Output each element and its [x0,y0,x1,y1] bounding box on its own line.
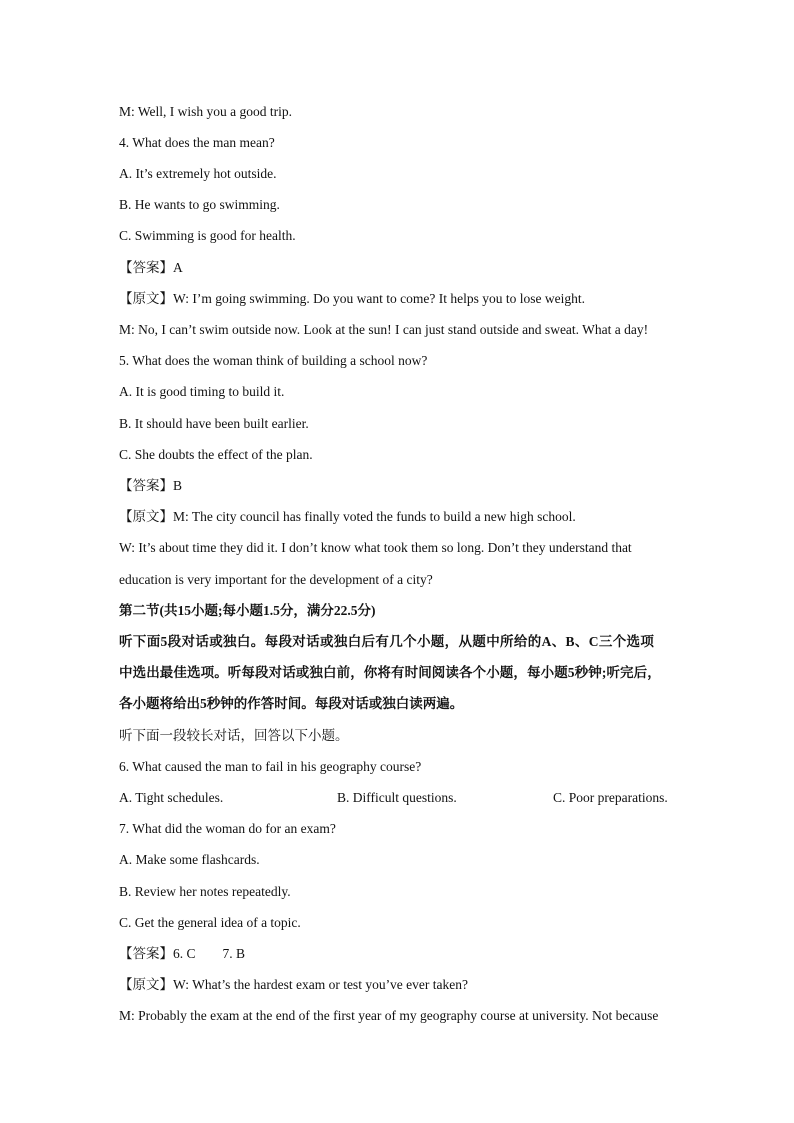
q6-q7-transcript-cont: M: Probably the exam at the end of the first year of my geography course at university. Not because [119,1008,659,1023]
q5-option-a: A. It is good timing to build it. [119,384,285,399]
q7-option-a: A. Make some flashcards. [119,852,260,867]
question-5: 5. What does the woman think of building a school now? [119,353,428,368]
section-instructions: 听下面5段对话或独白。每段对话或独白后有几个小题，从题中所给的A、B、C三个选项 [119,634,655,649]
q5-answer: 【答案】B [119,478,183,493]
q7-option-b: B. Review her notes repeatedly. [119,884,291,899]
q5-option-c: C. She doubts the effect of the plan. [119,447,313,462]
section-instructions-cont2: 各小题将给出5秒钟的作答时间。每段对话或独白读两遍。 [119,696,464,711]
q6-q7-answer: 【答案】6. C 7. B [119,946,246,961]
q5-transcript-cont: W: It’s about time they did it. I don’t know what took them so long. Don’t they understand that [119,540,632,555]
dialogue-line: M: Well, I wish you a good trip. [119,104,293,119]
q4-option-c: C. Swimming is good for health. [119,228,296,243]
q5-transcript: 【原文】M: The city council has finally voted the funds to build a new high school. [119,509,576,524]
question-7: 7. What did the woman do for an exam? [119,821,336,836]
q4-answer: 【答案】A [119,260,183,275]
q4-transcript-cont: M: No, I can’t swim outside now. Look at the sun! I can just stand outside and sweat. What a day! [119,322,649,337]
dialogue-intro: 听下面一段较长对话，回答以下小题。 [119,728,349,743]
q4-option-a: A. It’s extremely hot outside. [119,166,277,181]
question-6: 6. What caused the man to fail in his geography course? [119,759,422,774]
q4-option-b: B. He wants to go swimming. [119,197,280,212]
q5-transcript-cont2: education is very important for the development of a city? [119,572,433,587]
q6-option-a: A. Tight schedules. [119,790,224,805]
section-instructions-cont: 中选出最佳选项。听每段对话或独白前，你将有时间阅读各个小题，每小题5秒钟;听完后， [119,665,661,680]
section-heading: 第二节(共15小题;每小题1.5分，满分22.5分) [119,603,376,618]
q6-q7-transcript: 【原文】W: What’s the hardest exam or test you’ve ever taken? [119,977,469,992]
q6-option-c: C. Poor preparations. [553,790,668,805]
q6-option-b: B. Difficult questions. [337,790,457,805]
q7-option-c: C. Get the general idea of a topic. [119,915,301,930]
question-4: 4. What does the man mean? [119,135,275,150]
q4-transcript: 【原文】W: I’m going swimming. Do you want to come? It helps you to lose weight. [119,291,585,306]
q5-option-b: B. It should have been built earlier. [119,416,309,431]
